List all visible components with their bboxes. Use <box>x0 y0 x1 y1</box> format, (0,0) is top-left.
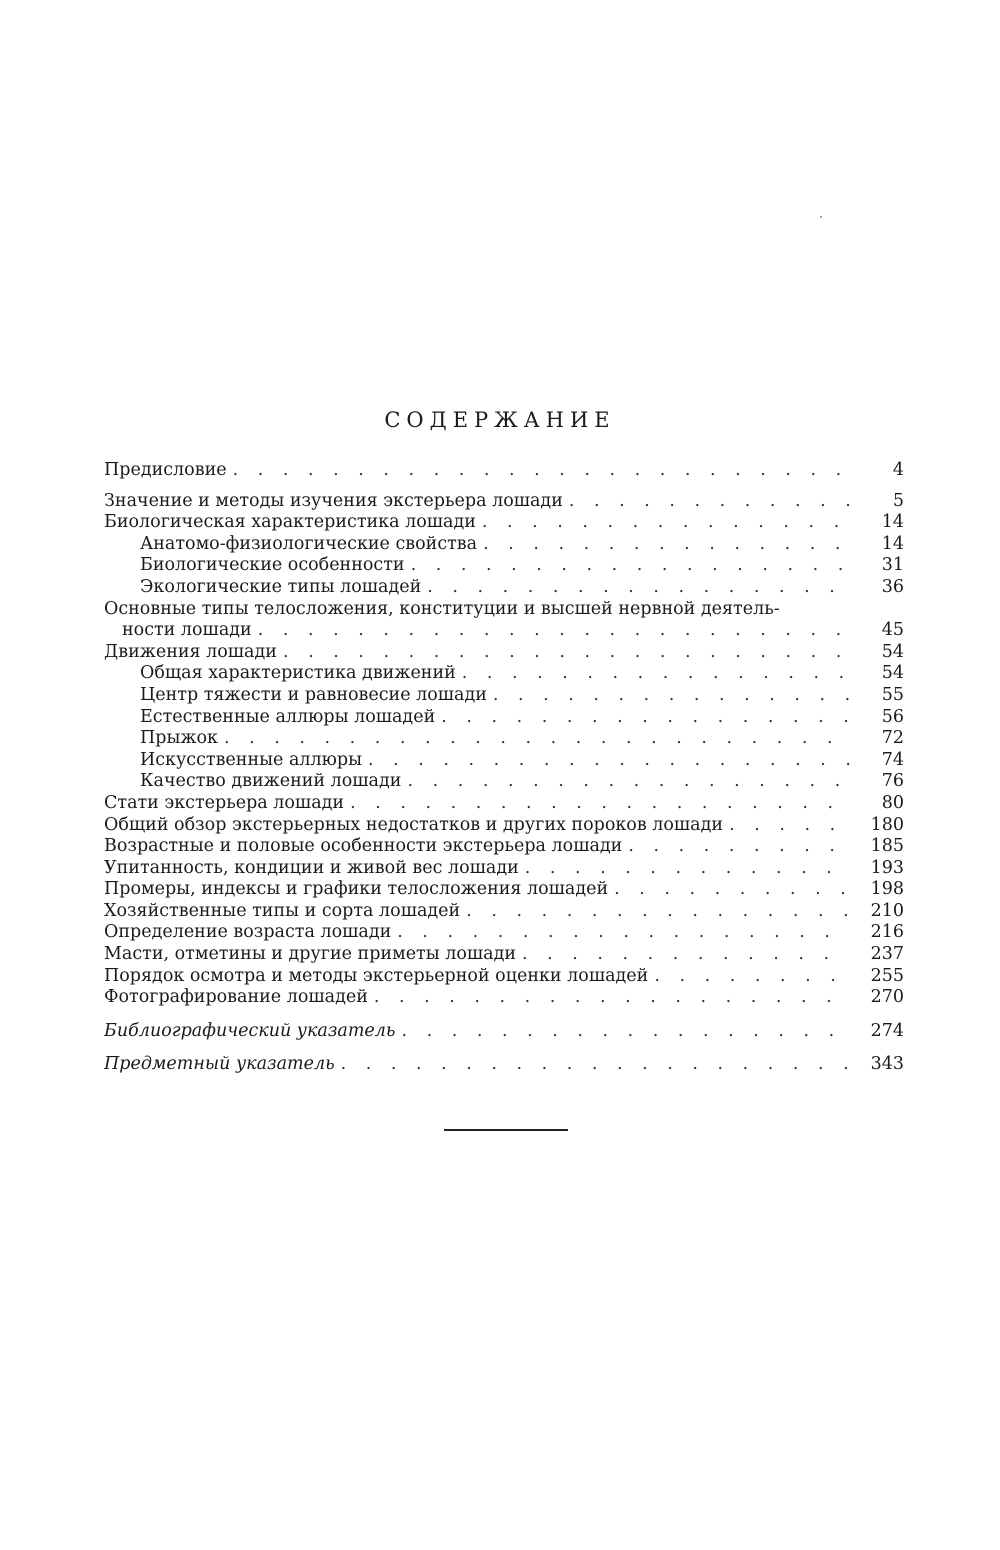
toc-entry[interactable] <box>104 491 904 513</box>
toc-entry-page: 54 <box>881 641 904 662</box>
toc-entry-title: Предисловие <box>104 460 227 480</box>
toc-leader-dots <box>341 1054 850 1076</box>
toc-leader-dots <box>628 836 850 858</box>
closing-rule <box>444 1129 568 1131</box>
toc-leader-dots <box>350 793 850 815</box>
toc-entry-page: 72 <box>881 728 904 749</box>
toc-entry-title: Библиографический указатель <box>104 1020 396 1041</box>
toc-leader-dots <box>493 685 850 707</box>
toc-leader-dots <box>482 512 850 534</box>
toc-entry-title: Фотографирование лошадей <box>104 987 368 1008</box>
toc-entry-page: 198 <box>870 879 904 900</box>
toc-subentry[interactable] <box>104 685 904 707</box>
toc-leader-dots <box>466 901 850 923</box>
toc-entry-title: Качество движений лошади <box>140 771 402 792</box>
page-title: СОДЕРЖАНИЕ <box>384 408 616 432</box>
toc-entry-page: 255 <box>870 965 904 986</box>
toc-entry[interactable] <box>104 815 904 837</box>
toc-entry[interactable] <box>104 793 904 815</box>
toc-entry-title: Искусственные аллюры <box>140 749 362 770</box>
toc-entry-page: 193 <box>870 857 904 878</box>
toc-leader-dots <box>407 771 850 793</box>
toc-leader-dots <box>462 663 850 685</box>
toc-entry[interactable] <box>104 901 904 923</box>
toc-entry-title: Естественные аллюры лошадей <box>140 706 436 727</box>
toc-entry-page: 14 <box>881 512 904 533</box>
toc-entry-page: 76 <box>881 771 904 792</box>
toc-entry-title: Центр тяжести и равновесие лошади <box>140 684 487 705</box>
toc-leader-dots <box>614 879 850 901</box>
toc-entry-page: 4 <box>892 460 904 480</box>
toc-entry-page: 56 <box>881 706 904 727</box>
toc-entry-title: Значение и методы изучения экстерьера лошади <box>104 490 563 511</box>
toc-entry-title: Движения лошади <box>104 641 277 662</box>
toc-leader-dots <box>283 642 850 664</box>
toc-leader-dots <box>368 750 850 772</box>
toc-entry-title: Хозяйственные типы и сорта лошадей <box>104 900 461 921</box>
toc-leader-dots <box>258 620 850 642</box>
toc-entry-page: 180 <box>870 814 904 835</box>
toc-entry-page: 54 <box>881 663 904 684</box>
toc-entry-page: 80 <box>881 792 904 813</box>
toc-leader-dots <box>397 922 850 944</box>
toc-leader-dots <box>411 555 850 577</box>
toc-entry-page: 5 <box>892 490 904 511</box>
toc-leader-dots <box>441 707 850 729</box>
toc-subentry[interactable] <box>104 663 904 685</box>
toc-entry-title: Анатомо-физиологические свойства <box>140 533 478 554</box>
toc-entry-title: ности лошади <box>122 620 252 641</box>
toc-leader-dots <box>522 944 850 966</box>
toc-leader-dots <box>233 460 850 482</box>
toc-entry-title: Основные типы телосложения, конституции и высшей нервной деятель- <box>104 598 780 619</box>
toc-entry[interactable] <box>104 879 904 901</box>
toc-entry-page: 216 <box>870 922 904 943</box>
toc-leader-dots <box>224 728 850 750</box>
toc-entry[interactable] <box>104 460 904 482</box>
scan-speck <box>820 216 822 218</box>
toc-subentry[interactable] <box>104 534 904 556</box>
toc-entry-page: 31 <box>881 555 904 576</box>
toc-entry[interactable] <box>104 922 904 944</box>
toc-entry-title: Биологическая характеристика лошади <box>104 512 476 533</box>
toc-entry-page: 14 <box>881 533 904 554</box>
toc-entry-title: Общая характеристика движений <box>140 663 456 684</box>
table-of-contents <box>104 460 904 1076</box>
toc-entry-first-line[interactable] <box>104 599 904 621</box>
toc-entry-page: 36 <box>881 576 904 597</box>
toc-entry-title: Определение возраста лошади <box>104 922 392 943</box>
toc-entry[interactable] <box>104 987 904 1009</box>
toc-subentry[interactable] <box>104 771 904 793</box>
toc-entry[interactable] <box>104 642 904 664</box>
toc-leader-dots <box>401 1021 850 1043</box>
toc-entry-page: 237 <box>870 944 904 965</box>
toc-leader-dots <box>654 966 850 988</box>
toc-entry-title: Промеры, индексы и графики телосложения лошадей <box>104 879 609 900</box>
toc-entry-subject-index[interactable] <box>104 1054 904 1076</box>
toc-entry-title: Экологические типы лошадей <box>140 576 422 597</box>
toc-leader-dots <box>729 815 850 837</box>
toc-entry[interactable] <box>104 858 904 880</box>
toc-entry-title: Упитанность, кондиции и живой вес лошади <box>104 857 519 878</box>
toc-subentry[interactable] <box>104 577 904 599</box>
toc-entry-page: 274 <box>870 1020 904 1041</box>
toc-subentry[interactable] <box>104 728 904 750</box>
toc-entry-page: 55 <box>881 684 904 705</box>
toc-entry-title: Возрастные и половые особенности экстерьера лошади <box>104 836 623 857</box>
toc-subentry[interactable] <box>104 707 904 729</box>
toc-leader-dots <box>483 534 850 556</box>
toc-entry[interactable] <box>104 966 904 988</box>
toc-entry-title: Предметный указатель <box>104 1054 335 1075</box>
toc-entry[interactable] <box>104 944 904 966</box>
toc-entry-page: 45 <box>881 620 904 641</box>
toc-leader-dots <box>427 577 850 599</box>
toc-leader-dots <box>374 987 850 1009</box>
toc-entry-continuation[interactable] <box>104 620 904 642</box>
toc-entry-page: 185 <box>870 836 904 857</box>
toc-leader-dots <box>525 858 850 880</box>
toc-entry-title: Биологические особенности <box>140 555 405 576</box>
toc-entry-page: 210 <box>870 900 904 921</box>
toc-subentry[interactable] <box>104 750 904 772</box>
toc-entry-page: 343 <box>870 1054 904 1075</box>
toc-leader-dots <box>569 491 850 513</box>
toc-entry[interactable] <box>104 512 904 534</box>
toc-entry-title: Масти, отметины и другие приметы лошади <box>104 944 517 965</box>
toc-entry-title: Общий обзор экстерьерных недостатков и других пороков лошади <box>104 814 724 835</box>
toc-entry-page: 270 <box>870 987 904 1008</box>
toc-entry[interactable] <box>104 836 904 858</box>
toc-entry-page: 74 <box>881 749 904 770</box>
toc-entry-bibliography[interactable] <box>104 1021 904 1043</box>
toc-entry-title: Прыжок <box>140 728 218 749</box>
toc-entry-title: Стати экстерьера лошади <box>104 792 345 813</box>
toc-subentry[interactable] <box>104 555 904 577</box>
toc-entry-title: Порядок осмотра и методы экстерьерной оценки лошадей <box>104 965 649 986</box>
